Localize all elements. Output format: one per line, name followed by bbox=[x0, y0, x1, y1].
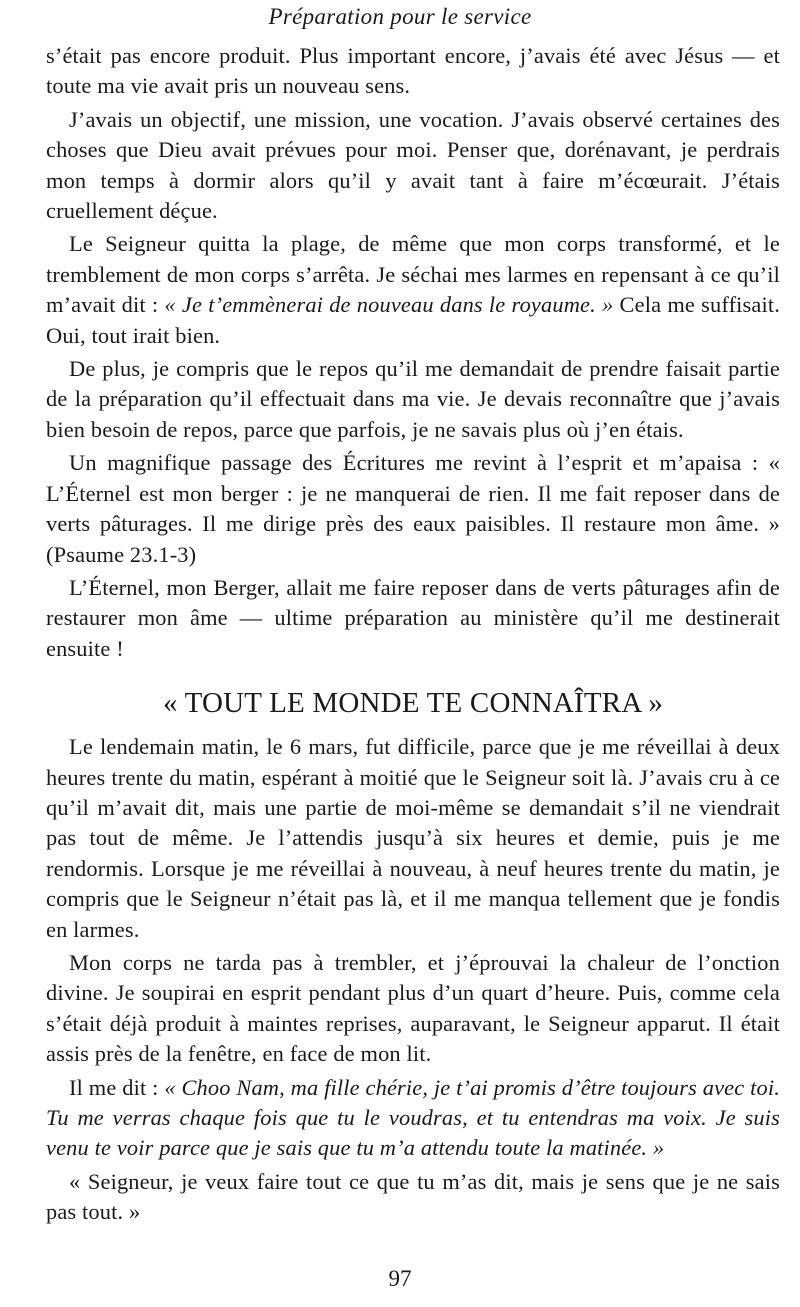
paragraph bbox=[46, 229, 780, 351]
text-run: Un magnifique passage des Écritures me revint à l’esprit et m’apaisa : « L’Éternel est mon berger : je ne manquerai de rien. Il me fait reposer dans de verts pâturages. Il me dirige près des eaux paisibles. Il restaure mon âme. » (Psaume 23.1-3) bbox=[46, 450, 780, 567]
page-number: 97 bbox=[388, 1266, 412, 1291]
paragraphs-after bbox=[46, 732, 780, 1228]
text-run: Le lendemain matin, le 6 mars, fut difficile, parce que je me réveillai à deux heures trente du matin, espérant à moitié que le Seigneur soit là. J’avais cru à ce qu’il m’avait dit, mais une partie de moi-même se demandait s’il ne viendrait pas tout de même. Je l’attendis jusqu’à six heures et demie, puis je me rendormis. Lorsque je me réveillai à nouveau, à neuf heures trente du matin, je compris que le Seigneur n’était pas là, et il me manqua tellement que je fondis en larmes. bbox=[46, 734, 780, 942]
italic-quote: « Je t’emmènerai de nouveau dans le royaume. » bbox=[164, 292, 614, 318]
text-run: s’était pas encore produit. Plus important encore, j’avais été avec Jésus — et toute ma vie avait pris un nouveau sens. bbox=[46, 43, 780, 99]
text-run: L’Éternel, mon Berger, allait me faire reposer dans de verts pâturages afin de restaurer mon âme — ultime préparation au ministère qu’il me destinerait ensuite ! bbox=[46, 574, 780, 661]
paragraph bbox=[46, 1073, 780, 1164]
paragraph bbox=[46, 448, 780, 570]
paragraph bbox=[46, 573, 780, 664]
italic-quote: « Choo Nam, ma fille chérie, je t’ai promis d’être toujours avec toi. Tu me verras chaque fois que tu le voudras, et tu entendras ma voix. Je suis venu te voir parce que je sais que tu m’a attendu toute la matinée. » bbox=[46, 1074, 780, 1161]
body-text bbox=[46, 41, 780, 1228]
paragraph bbox=[46, 354, 780, 445]
text-run: J’avais un objectif, une mission, une vocation. J’avais observé certaines des choses que Dieu avait prévues pour moi. Penser que, dorénavant, je perdrais mon temps à dormir alors qu’il y avait tant à faire m’écœurait. J’étais cruellement déçue. bbox=[46, 106, 780, 224]
text-run: Mon corps ne tarda pas à trembler, et j’éprouvai la chaleur de l’onction divine. Je soupirai en esprit pendant plus d’un quart d’heure. Puis, comme cela s’était déjà produit à maintes reprises, auparavant, le Seigneur apparut. Il était assis près de la fenêtre, en face de mon lit. bbox=[46, 949, 780, 1067]
text-run: De plus, je compris que le repos qu’il me demandait de prendre faisait partie de la préparation qu’il effectuait dans ma vie. Je devais reconnaître que j’avais bien besoin de repos, parce que parfois, je ne savais plus où j’en étais. bbox=[46, 356, 780, 442]
paragraph bbox=[46, 948, 780, 1070]
paragraph bbox=[46, 1167, 780, 1228]
text-run: Il me dit : bbox=[69, 1074, 165, 1100]
running-head: Préparation pour le service bbox=[268, 4, 532, 29]
paragraph bbox=[46, 41, 780, 102]
text-run: Cela me suffisait. Oui, tout irait bien. bbox=[46, 292, 780, 348]
paragraph bbox=[46, 732, 780, 945]
paragraph bbox=[46, 105, 780, 227]
text-run: « Seigneur, je veux faire tout ce que tu m’as dit, mais je sens que je ne sais pas tout. » bbox=[46, 1168, 780, 1225]
paragraphs-before bbox=[46, 41, 780, 664]
section-title: « TOUT LE MONDE TE CONNAÎTRA » bbox=[162, 687, 664, 720]
text-run: Le Seigneur quitta la plage, de même que mon corps transformé, et le tremblement de mon corps s’arrêta. Je séchai mes larmes en repensant à ce qu’il m’avait dit : bbox=[46, 231, 780, 318]
